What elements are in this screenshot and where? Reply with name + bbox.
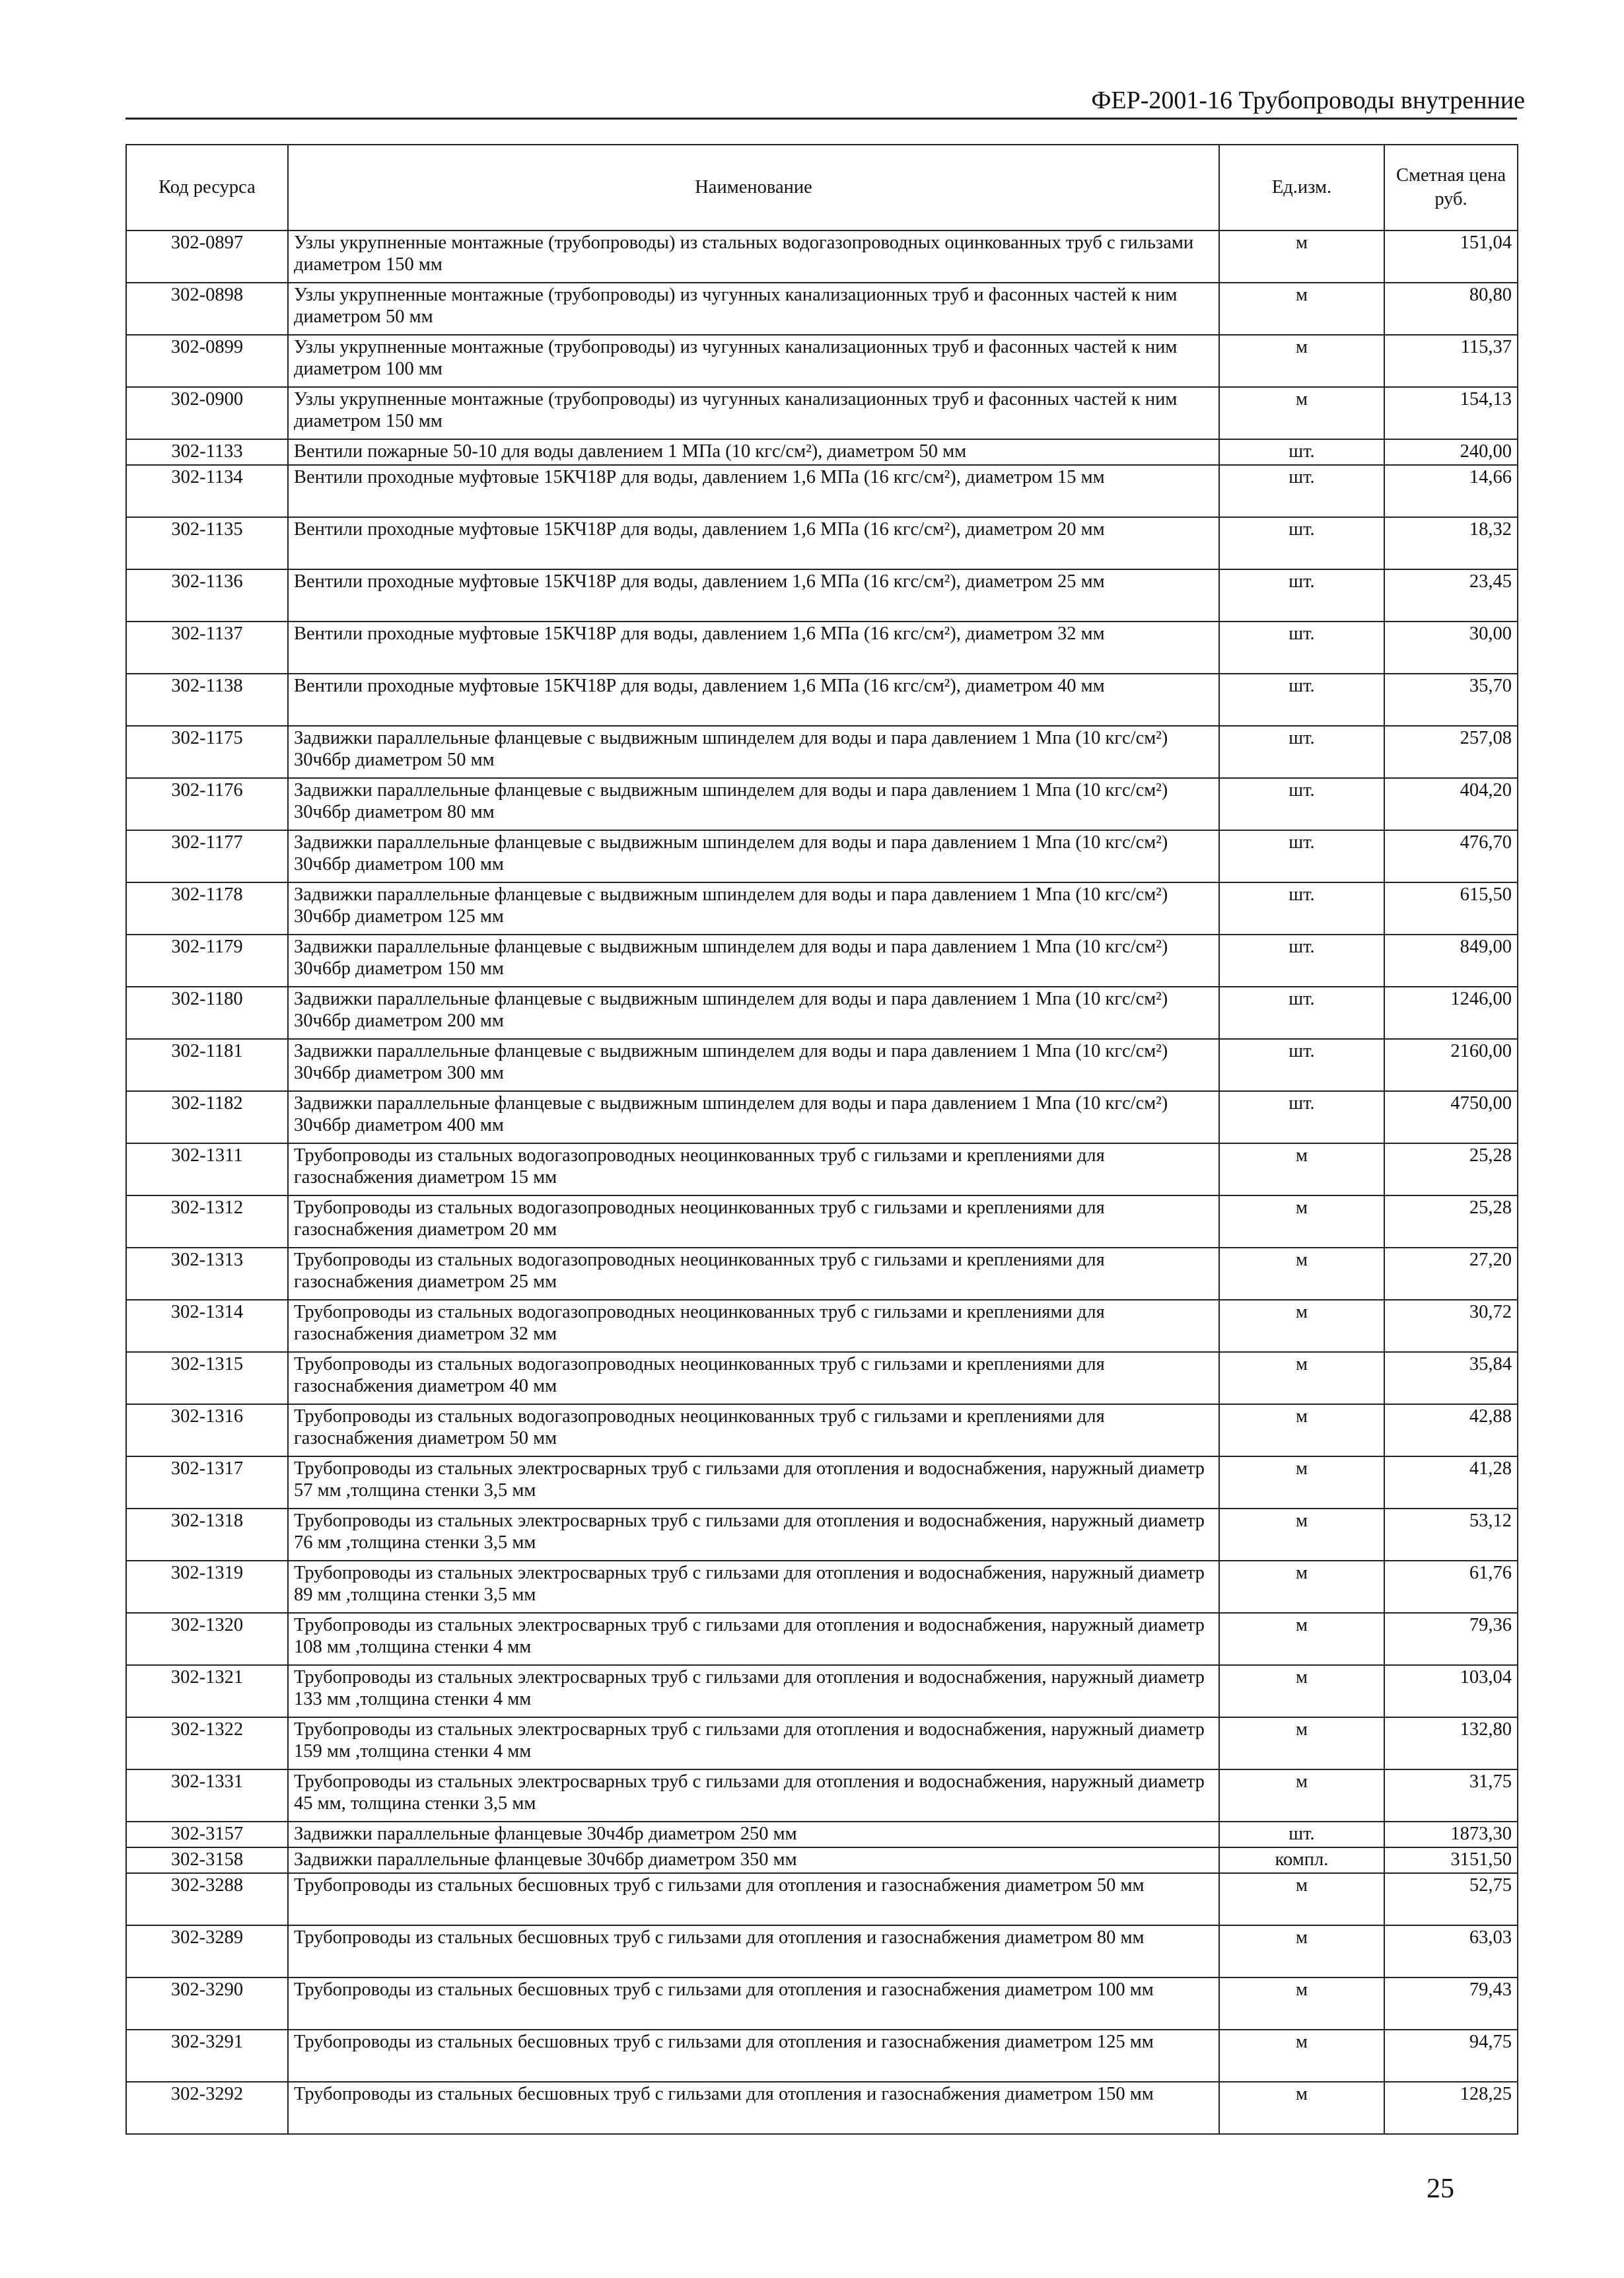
cell-code: 302-1136 [126, 569, 288, 622]
cell-price: 30,72 [1384, 1300, 1518, 1352]
cell-name: Задвижки параллельные фланцевые с выдвижным шпинделем для воды и пара давлением 1 Мпа (10 кгс/см²) 30ч6бр диаметром 125 мм [288, 882, 1219, 935]
cell-name: Трубопроводы из стальных бесшовных труб с гильзами для отопления и газоснабжения диаметром 125 мм [288, 2030, 1219, 2082]
cell-code: 302-3290 [126, 1977, 288, 2030]
cell-code: 302-1314 [126, 1300, 288, 1352]
cell-price: 41,28 [1384, 1456, 1518, 1509]
cell-price: 35,84 [1384, 1352, 1518, 1404]
table-row [126, 517, 1518, 569]
cell-price: 1873,30 [1384, 1822, 1518, 1847]
cell-price: 63,03 [1384, 1925, 1518, 1977]
cell-unit: шт. [1219, 778, 1384, 830]
cell-name: Задвижки параллельные фланцевые с выдвижным шпинделем для воды и пара давлением 1 Мпа (10 кгс/см²) 30ч6бр диаметром 50 мм [288, 726, 1219, 778]
page-header-title: ФЕР-2001-16 Трубопроводы внутренние [1091, 87, 1525, 114]
cell-name: Вентили пожарные 50-10 для воды давлением 1 МПа (10 кгс/см²), диаметром 50 мм [288, 439, 1219, 465]
table-row [126, 1143, 1518, 1195]
cell-code: 302-1135 [126, 517, 288, 569]
cell-unit: шт. [1219, 569, 1384, 622]
cell-price: 3151,50 [1384, 1847, 1518, 1873]
cell-name: Задвижки параллельные фланцевые с выдвижным шпинделем для воды и пара давлением 1 Мпа (10 кгс/см²) 30ч6бр диаметром 80 мм [288, 778, 1219, 830]
cell-code: 302-3157 [126, 1822, 288, 1847]
cell-price: 27,20 [1384, 1248, 1518, 1300]
table-row [126, 465, 1518, 517]
cell-name: Задвижки параллельные фланцевые с выдвижным шпинделем для воды и пара давлением 1 Мпа (10 кгс/см²) 30ч6бр диаметром 150 мм [288, 935, 1219, 987]
table-row [126, 283, 1518, 335]
cell-name: Трубопроводы из стальных электросварных труб с гильзами для отопления и водоснабжения, наружный диаметр 89 мм ,толщина стенки 3,5 мм [288, 1561, 1219, 1613]
cell-code: 302-1321 [126, 1665, 288, 1717]
cell-code: 302-0899 [126, 335, 288, 387]
cell-name: Задвижки параллельные фланцевые 30ч4бр диаметром 250 мм [288, 1822, 1219, 1847]
cell-name: Задвижки параллельные фланцевые 30ч6бр диаметром 350 мм [288, 1847, 1219, 1873]
header-code: Код ресурса [126, 145, 288, 231]
table-row [126, 387, 1518, 439]
cell-name: Трубопроводы из стальных бесшовных труб с гильзами для отопления и газоснабжения диаметром 80 мм [288, 1925, 1219, 1977]
header-unit: Ед.изм. [1219, 145, 1384, 231]
cell-code: 302-1331 [126, 1769, 288, 1822]
cell-name: Задвижки параллельные фланцевые с выдвижным шпинделем для воды и пара давлением 1 Мпа (10 кгс/см²) 30ч6бр диаметром 200 мм [288, 987, 1219, 1039]
table-row [126, 335, 1518, 387]
cell-price: 257,08 [1384, 726, 1518, 778]
cell-price: 80,80 [1384, 283, 1518, 335]
cell-code: 302-1180 [126, 987, 288, 1039]
cell-unit: м [1219, 1769, 1384, 1822]
cell-unit: м [1219, 1143, 1384, 1195]
cell-price: 53,12 [1384, 1509, 1518, 1561]
cell-unit: м [1219, 1300, 1384, 1352]
cell-name: Узлы укрупненные монтажные (трубопроводы) из стальных водогазопроводных оцинкованных труб с гильзами диаметром 150 мм [288, 231, 1219, 283]
cell-code: 302-1177 [126, 830, 288, 882]
cell-code: 302-0897 [126, 231, 288, 283]
table-row [126, 1561, 1518, 1613]
cell-unit: м [1219, 387, 1384, 439]
table-row [126, 830, 1518, 882]
cell-price: 151,04 [1384, 231, 1518, 283]
cell-name: Трубопроводы из стальных электросварных труб с гильзами для отопления и водоснабжения, наружный диаметр 76 мм ,толщина стенки 3,5 мм [288, 1509, 1219, 1561]
cell-code: 302-1313 [126, 1248, 288, 1300]
cell-unit: шт. [1219, 439, 1384, 465]
cell-name: Трубопроводы из стальных электросварных труб с гильзами для отопления и водоснабжения, наружный диаметр 108 мм ,толщина стенки 4 мм [288, 1613, 1219, 1665]
cell-unit: м [1219, 283, 1384, 335]
cell-unit: м [1219, 1977, 1384, 2030]
cell-price: 615,50 [1384, 882, 1518, 935]
cell-code: 302-0898 [126, 283, 288, 335]
table-body [126, 231, 1518, 2134]
table-row [126, 1613, 1518, 1665]
cell-code: 302-1134 [126, 465, 288, 517]
cell-price: 132,80 [1384, 1717, 1518, 1769]
cell-name: Вентили проходные муфтовые 15КЧ18Р для воды, давлением 1,6 МПа (16 кгс/см²), диаметром 40 мм [288, 674, 1219, 726]
table-row [126, 935, 1518, 987]
cell-code: 302-1319 [126, 1561, 288, 1613]
table-row [126, 1509, 1518, 1561]
cell-unit: шт. [1219, 1039, 1384, 1091]
cell-unit: м [1219, 1613, 1384, 1665]
cell-code: 302-1176 [126, 778, 288, 830]
cell-unit: шт. [1219, 935, 1384, 987]
header-rule [125, 118, 1517, 120]
cell-unit: м [1219, 1195, 1384, 1248]
cell-price: 18,32 [1384, 517, 1518, 569]
cell-code: 302-1137 [126, 622, 288, 674]
cell-code: 302-3291 [126, 2030, 288, 2082]
cell-name: Трубопроводы из стальных электросварных труб с гильзами для отопления и водоснабжения, наружный диаметр 57 мм ,толщина стенки 3,5 мм [288, 1456, 1219, 1509]
cell-unit: шт. [1219, 622, 1384, 674]
header-price: Сметная цена руб. [1384, 145, 1518, 231]
cell-unit: шт. [1219, 517, 1384, 569]
table-row [126, 231, 1518, 283]
table-row [126, 1873, 1518, 1925]
cell-unit: м [1219, 1925, 1384, 1977]
cell-price: 404,20 [1384, 778, 1518, 830]
cell-price: 25,28 [1384, 1195, 1518, 1248]
cell-code: 302-1317 [126, 1456, 288, 1509]
cell-code: 302-1179 [126, 935, 288, 987]
cell-code: 302-1178 [126, 882, 288, 935]
cell-code: 302-1311 [126, 1143, 288, 1195]
cell-price: 1246,00 [1384, 987, 1518, 1039]
table-row [126, 1091, 1518, 1143]
cell-unit: м [1219, 1352, 1384, 1404]
cell-code: 302-3288 [126, 1873, 288, 1925]
cell-unit: м [1219, 1561, 1384, 1613]
table-row [126, 1039, 1518, 1091]
cell-unit: шт. [1219, 1091, 1384, 1143]
cell-price: 849,00 [1384, 935, 1518, 987]
cell-name: Задвижки параллельные фланцевые с выдвижным шпинделем для воды и пара давлением 1 Мпа (10 кгс/см²) 30ч6бр диаметром 300 мм [288, 1039, 1219, 1091]
resource-price-table [125, 144, 1518, 2135]
cell-unit: м [1219, 1456, 1384, 1509]
cell-price: 79,43 [1384, 1977, 1518, 2030]
cell-code: 302-3292 [126, 2082, 288, 2134]
table-row [126, 1822, 1518, 1847]
cell-name: Трубопроводы из стальных водогазопроводных неоцинкованных труб с гильзами и креплениями для газоснабжения диаметром 25 мм [288, 1248, 1219, 1300]
cell-name: Вентили проходные муфтовые 15КЧ18Р для воды, давлением 1,6 МПа (16 кгс/см²), диаметром 32 мм [288, 622, 1219, 674]
cell-price: 79,36 [1384, 1613, 1518, 1665]
cell-code: 302-1320 [126, 1613, 288, 1665]
cell-code: 302-1182 [126, 1091, 288, 1143]
cell-price: 52,75 [1384, 1873, 1518, 1925]
cell-price: 2160,00 [1384, 1039, 1518, 1091]
cell-unit: м [1219, 1404, 1384, 1456]
cell-price: 128,25 [1384, 2082, 1518, 2134]
cell-code: 302-1315 [126, 1352, 288, 1404]
table-row [126, 1769, 1518, 1822]
cell-name: Узлы укрупненные монтажные (трубопроводы) из чугунных канализационных труб и фасонных частей к ним диаметром 50 мм [288, 283, 1219, 335]
table-row [126, 1248, 1518, 1300]
table-row [126, 1717, 1518, 1769]
cell-unit: м [1219, 2030, 1384, 2082]
cell-price: 154,13 [1384, 387, 1518, 439]
table-row [126, 726, 1518, 778]
cell-unit: шт. [1219, 830, 1384, 882]
cell-code: 302-1318 [126, 1509, 288, 1561]
cell-code: 302-1133 [126, 439, 288, 465]
cell-unit: м [1219, 1873, 1384, 1925]
cell-name: Трубопроводы из стальных электросварных труб с гильзами для отопления и водоснабжения, наружный диаметр 159 мм ,толщина стенки 4 мм [288, 1717, 1219, 1769]
cell-unit: м [1219, 335, 1384, 387]
table-header-row [126, 145, 1518, 231]
cell-unit: м [1219, 2082, 1384, 2134]
table-row [126, 1195, 1518, 1248]
table-row [126, 2030, 1518, 2082]
table-row [126, 2082, 1518, 2134]
cell-name: Узлы укрупненные монтажные (трубопроводы) из чугунных канализационных труб и фасонных частей к ним диаметром 150 мм [288, 387, 1219, 439]
table-row [126, 1352, 1518, 1404]
cell-name: Трубопроводы из стальных водогазопроводных неоцинкованных труб с гильзами и креплениями для газоснабжения диаметром 32 мм [288, 1300, 1219, 1352]
cell-name: Задвижки параллельные фланцевые с выдвижным шпинделем для воды и пара давлением 1 Мпа (10 кгс/см²) 30ч6бр диаметром 100 мм [288, 830, 1219, 882]
table-row [126, 569, 1518, 622]
cell-price: 42,88 [1384, 1404, 1518, 1456]
page-number: 25 [1427, 2174, 1454, 2204]
cell-name: Вентили проходные муфтовые 15КЧ18Р для воды, давлением 1,6 МПа (16 кгс/см²), диаметром 20 мм [288, 517, 1219, 569]
table-row [126, 1977, 1518, 2030]
cell-unit: шт. [1219, 987, 1384, 1039]
cell-code: 302-1316 [126, 1404, 288, 1456]
cell-unit: компл. [1219, 1847, 1384, 1873]
cell-price: 476,70 [1384, 830, 1518, 882]
cell-price: 61,76 [1384, 1561, 1518, 1613]
table-row [126, 1456, 1518, 1509]
cell-code: 302-1181 [126, 1039, 288, 1091]
cell-name: Трубопроводы из стальных электросварных труб с гильзами для отопления и водоснабжения, наружный диаметр 133 мм ,толщина стенки 4 мм [288, 1665, 1219, 1717]
table-row [126, 1925, 1518, 1977]
cell-price: 35,70 [1384, 674, 1518, 726]
cell-name: Вентили проходные муфтовые 15КЧ18Р для воды, давлением 1,6 МПа (16 кгс/см²), диаметром 15 мм [288, 465, 1219, 517]
cell-price: 30,00 [1384, 622, 1518, 674]
cell-code: 302-1175 [126, 726, 288, 778]
cell-code: 302-3289 [126, 1925, 288, 1977]
header-name: Наименование [288, 145, 1219, 231]
cell-name: Узлы укрупненные монтажные (трубопроводы) из чугунных канализационных труб и фасонных частей к ним диаметром 100 мм [288, 335, 1219, 387]
cell-price: 4750,00 [1384, 1091, 1518, 1143]
cell-price: 25,28 [1384, 1143, 1518, 1195]
table-row [126, 778, 1518, 830]
cell-name: Трубопроводы из стальных бесшовных труб с гильзами для отопления и газоснабжения диаметром 50 мм [288, 1873, 1219, 1925]
cell-price: 23,45 [1384, 569, 1518, 622]
table-row [126, 622, 1518, 674]
cell-name: Трубопроводы из стальных бесшовных труб с гильзами для отопления и газоснабжения диаметром 100 мм [288, 1977, 1219, 2030]
cell-unit: шт. [1219, 465, 1384, 517]
cell-name: Трубопроводы из стальных бесшовных труб с гильзами для отопления и газоснабжения диаметром 150 мм [288, 2082, 1219, 2134]
cell-code: 302-0900 [126, 387, 288, 439]
table-row [126, 882, 1518, 935]
table-row [126, 1665, 1518, 1717]
table-row [126, 674, 1518, 726]
cell-name: Трубопроводы из стальных водогазопроводных неоцинкованных труб с гильзами и креплениями для газоснабжения диаметром 40 мм [288, 1352, 1219, 1404]
cell-name: Трубопроводы из стальных водогазопроводных неоцинкованных труб с гильзами и креплениями для газоснабжения диаметром 20 мм [288, 1195, 1219, 1248]
cell-name: Трубопроводы из стальных водогазопроводных неоцинкованных труб с гильзами и креплениями для газоснабжения диаметром 15 мм [288, 1143, 1219, 1195]
cell-unit: м [1219, 1248, 1384, 1300]
cell-name: Трубопроводы из стальных водогазопроводных неоцинкованных труб с гильзами и креплениями для газоснабжения диаметром 50 мм [288, 1404, 1219, 1456]
cell-price: 31,75 [1384, 1769, 1518, 1822]
cell-unit: шт. [1219, 726, 1384, 778]
cell-unit: шт. [1219, 1822, 1384, 1847]
cell-unit: м [1219, 1509, 1384, 1561]
cell-unit: м [1219, 1717, 1384, 1769]
table-row [126, 1300, 1518, 1352]
cell-unit: шт. [1219, 882, 1384, 935]
cell-code: 302-1138 [126, 674, 288, 726]
cell-unit: шт. [1219, 674, 1384, 726]
cell-code: 302-1312 [126, 1195, 288, 1248]
cell-code: 302-1322 [126, 1717, 288, 1769]
cell-price: 14,66 [1384, 465, 1518, 517]
cell-code: 302-3158 [126, 1847, 288, 1873]
cell-price: 115,37 [1384, 335, 1518, 387]
cell-price: 94,75 [1384, 2030, 1518, 2082]
table-row [126, 439, 1518, 465]
cell-price: 103,04 [1384, 1665, 1518, 1717]
table-row [126, 1847, 1518, 1873]
cell-name: Задвижки параллельные фланцевые с выдвижным шпинделем для воды и пара давлением 1 Мпа (10 кгс/см²) 30ч6бр диаметром 400 мм [288, 1091, 1219, 1143]
cell-unit: м [1219, 1665, 1384, 1717]
table-row [126, 1404, 1518, 1456]
cell-unit: м [1219, 231, 1384, 283]
cell-price: 240,00 [1384, 439, 1518, 465]
table-row [126, 987, 1518, 1039]
cell-name: Вентили проходные муфтовые 15КЧ18Р для воды, давлением 1,6 МПа (16 кгс/см²), диаметром 25 мм [288, 569, 1219, 622]
cell-name: Трубопроводы из стальных электросварных труб с гильзами для отопления и водоснабжения, наружный диаметр 45 мм, толщина стенки 3,5 мм [288, 1769, 1219, 1822]
